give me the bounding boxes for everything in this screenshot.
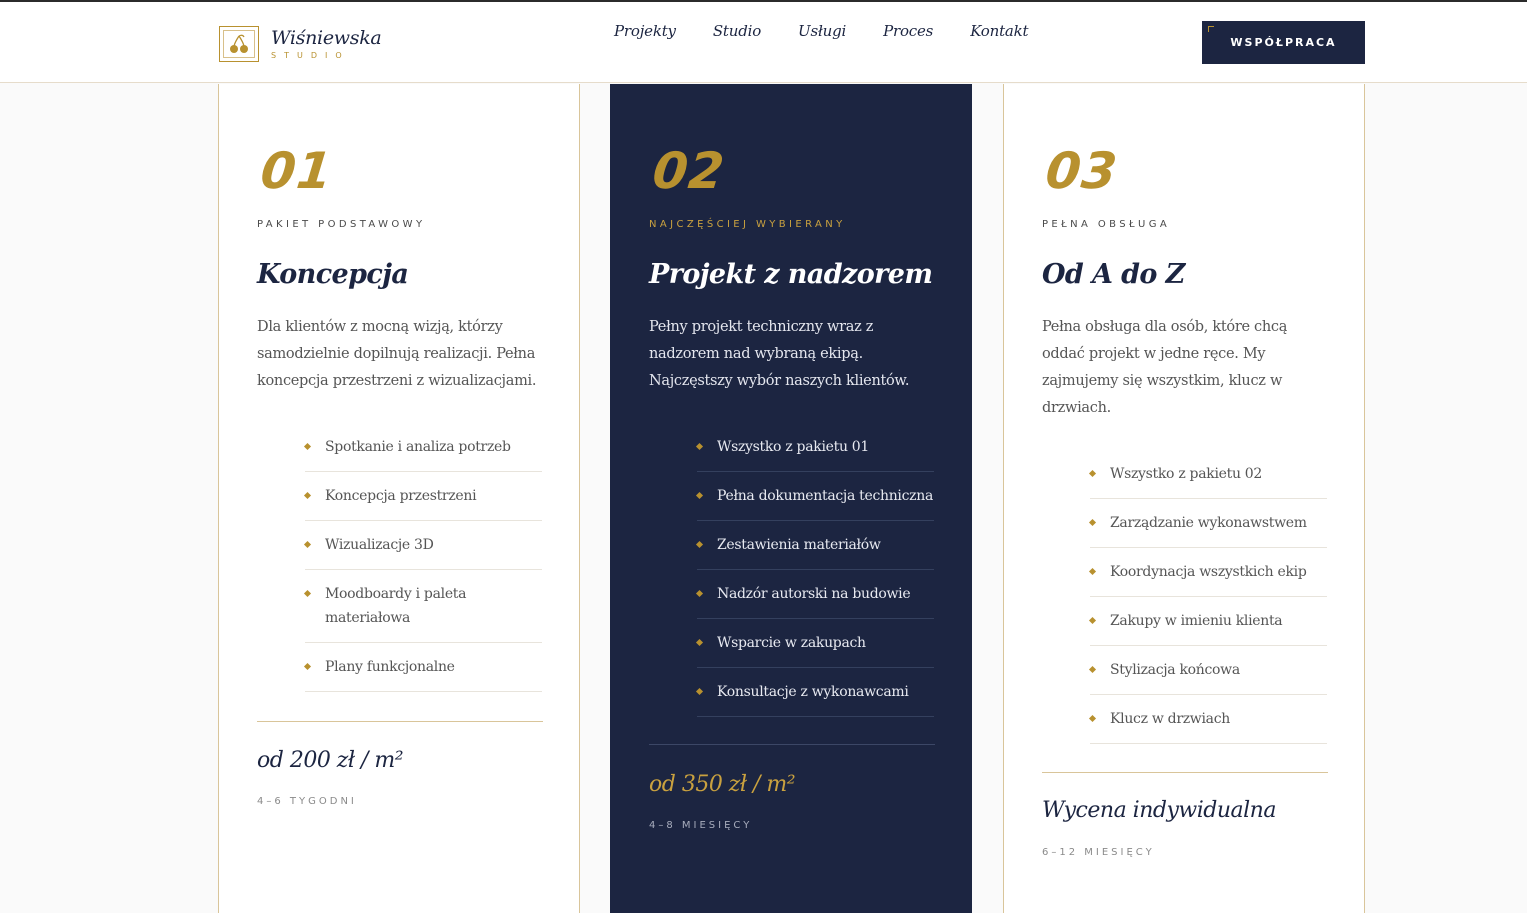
diamond-bullet-icon — [304, 663, 311, 670]
nav-projekty[interactable]: Projekty — [614, 22, 676, 40]
package-description: Dla klientów z mocną wizją, którzy samodzielnie dopilnują realizacji. Pełna koncepcja przestrzeni z wizualizacjami. — [257, 319, 537, 389]
list-item: Pełna dokumentacja techniczna — [697, 472, 934, 521]
feature-list — [305, 423, 542, 692]
diamond-bullet-icon — [1089, 470, 1096, 477]
diamond-bullet-icon — [696, 492, 703, 499]
brand-sub: STUDIO — [271, 51, 350, 60]
nav-proces[interactable]: Proces — [883, 22, 934, 40]
diamond-bullet-icon — [304, 443, 311, 450]
package-price: od 200 zł / m² — [257, 748, 404, 773]
diamond-bullet-icon — [696, 639, 703, 646]
diamond-bullet-icon — [1089, 715, 1096, 722]
list-item: Zakupy w imieniu klienta — [1090, 597, 1327, 646]
diamond-bullet-icon — [1089, 519, 1096, 526]
package-card-2 — [610, 84, 972, 913]
diamond-bullet-icon — [1089, 568, 1096, 575]
list-item: Konsultacje z wykonawcami — [697, 668, 934, 717]
cherry-logo-icon — [219, 26, 259, 62]
package-price: od 350 zł / m² — [649, 772, 796, 797]
list-item: Wszystko z pakietu 02 — [1090, 450, 1327, 499]
package-title: Od A do Z — [1042, 259, 1185, 290]
package-title: Projekt z nadzorem — [649, 259, 933, 290]
package-title: Koncepcja — [257, 259, 409, 290]
package-number: 03 — [1042, 142, 1121, 200]
nav-studio[interactable]: Studio — [712, 22, 762, 40]
package-number: 02 — [649, 142, 728, 200]
diamond-bullet-icon — [304, 492, 311, 499]
package-eyebrow: PEŁNA OBSŁUGA — [1042, 219, 1171, 230]
nav-uslugi[interactable]: Usługi — [798, 22, 847, 40]
diamond-bullet-icon — [1089, 617, 1096, 624]
list-item: Nadzór autorski na budowie — [697, 570, 934, 619]
feature-list — [697, 423, 934, 717]
nav-kontakt[interactable]: Kontakt — [970, 22, 1029, 40]
diamond-bullet-icon — [696, 688, 703, 695]
list-item: Plany funkcjonalne — [305, 643, 542, 692]
package-duration: 4–6 TYGODNI — [257, 796, 357, 807]
package-number: 01 — [257, 142, 336, 200]
divider — [257, 721, 543, 722]
list-item: Stylizacja końcowa — [1090, 646, 1327, 695]
package-eyebrow: NAJCZĘŚCIEJ WYBIERANY — [649, 219, 846, 230]
package-price: Wycena indywidualna — [1042, 798, 1276, 823]
package-card-1 — [218, 84, 580, 913]
list-item: Koordynacja wszystkich ekip — [1090, 548, 1327, 597]
list-item: Wszystko z pakietu 01 — [697, 423, 934, 472]
diamond-bullet-icon — [696, 590, 703, 597]
package-duration: 4–8 MIESIĘCY — [649, 820, 753, 831]
divider — [649, 744, 935, 745]
main-nav — [614, 22, 1065, 40]
cooperation-button[interactable] — [1202, 21, 1365, 64]
list-item: Koncepcja przestrzeni — [305, 472, 542, 521]
list-item: Wsparcie w zakupach — [697, 619, 934, 668]
list-item: Zestawienia materiałów — [697, 521, 934, 570]
package-card-3 — [1003, 84, 1365, 913]
package-description: Pełny projekt techniczny wraz z nadzorem nad wybraną ekipą. Najczęstszy wybór naszych klientów. — [649, 319, 910, 389]
package-description: Pełna obsługa dla osób, które chcą oddać projekt w jedne ręce. My zajmujemy się wszystkim, klucz w drzwiach. — [1042, 319, 1288, 416]
diamond-bullet-icon — [304, 590, 311, 597]
diamond-bullet-icon — [304, 541, 311, 548]
list-item: Zarządzanie wykonawstwem — [1090, 499, 1327, 548]
divider — [1042, 772, 1328, 773]
list-item: Spotkanie i analiza potrzeb — [305, 423, 542, 472]
package-duration: 6–12 MIESIĘCY — [1042, 847, 1155, 858]
list-item: Klucz w drzwiach — [1090, 695, 1327, 744]
site-header — [0, 2, 1527, 83]
list-item: Moodboardy i paleta materiałowa — [305, 570, 542, 643]
list-item: Wizualizacje 3D — [305, 521, 542, 570]
brand-name: Wiśniewska — [271, 27, 382, 49]
corner-accent — [1208, 26, 1214, 32]
diamond-bullet-icon — [696, 541, 703, 548]
package-eyebrow: PAKIET PODSTAWOWY — [257, 219, 426, 230]
feature-list — [1090, 450, 1327, 744]
diamond-bullet-icon — [1089, 666, 1096, 673]
cooperation-button-label: WSPÓŁPRACA — [1230, 36, 1337, 49]
logo[interactable] — [219, 26, 381, 62]
diamond-bullet-icon — [696, 443, 703, 450]
